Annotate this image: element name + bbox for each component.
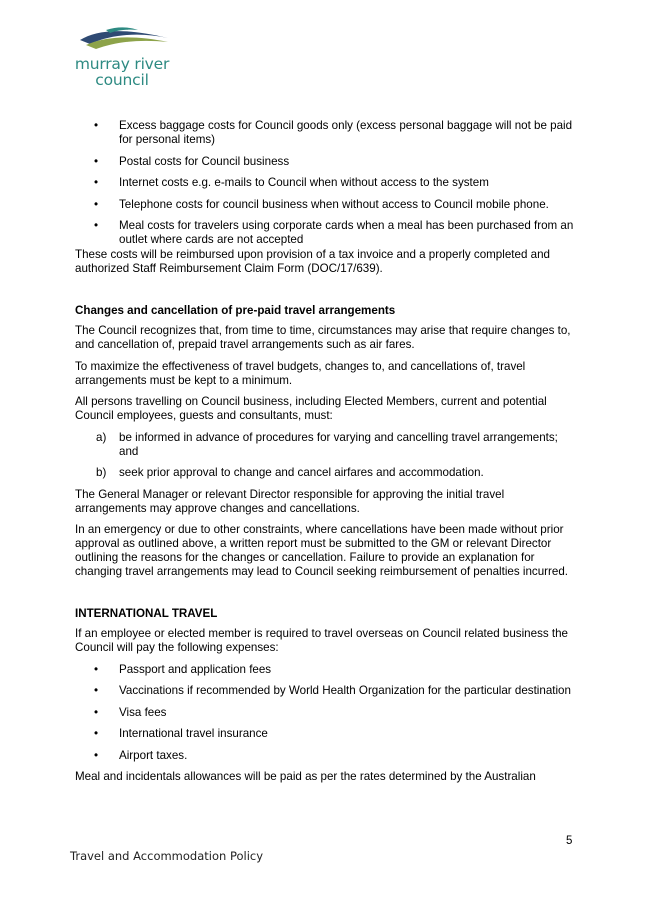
list-item: • International travel insurance [94, 727, 268, 740]
bullet-icon: • [94, 662, 99, 676]
river-logo-icon [78, 26, 170, 56]
list-item: • Visa fees [94, 705, 167, 719]
bullet-icon: • [94, 727, 99, 740]
list-item: • Telephone costs for council business when without access to Council mobile phone. [94, 197, 549, 211]
list-item: b) seek prior approval to change and cancel airfares and accommodation. [96, 466, 484, 479]
list-item: • Vaccinations if recommended by World Health Organization for the particular destination [94, 684, 571, 697]
list-item: • Airport taxes. [94, 748, 188, 762]
logo-name: murray river [74, 55, 170, 73]
bullet-icon: • [94, 119, 99, 132]
document-body [75, 119, 575, 792]
council-logo [64, 26, 180, 96]
paragraph: Meal and incidentals allowances will be paid as per the rates determined by the Australian [75, 770, 536, 783]
bullet-icon: • [94, 684, 99, 697]
bullet-icon: • [94, 197, 99, 211]
reimbursement-paragraph: These costs will be reimbursed upon provision of a tax invoice and a properly completed and authorized Staff Reimbursement Claim Form (DOC/17/639). [75, 248, 550, 275]
bullet-icon: • [94, 705, 99, 719]
list-item: • Excess baggage costs for Council goods only (excess personal baggage will not be paid for personal items) [94, 119, 573, 146]
paragraph: If an employee or elected member is required to travel overseas on Council related business the Council will pay the following expenses: [75, 627, 568, 654]
bullet-icon: • [94, 176, 99, 189]
paragraph: In an emergency or due to other constraints, where cancellations have been made without prior approval as outlined above, a written report must be submitted to the GM or relevant Director outlining the reasons for the changes or cancellation. Failure to provide an explanation for changing travel arrangements may lead to Council seeking reimbursement of penalties incurred. [75, 523, 568, 578]
bullet-icon: • [94, 154, 99, 168]
page-number: 5 [566, 835, 573, 847]
list-marker: a) [96, 430, 107, 444]
logo-council: council [95, 71, 149, 89]
footer-title: Travel and Accommodation Policy [70, 849, 264, 863]
list-item: a) be informed in advance of procedures for varying and cancelling travel arrangements; and [96, 430, 558, 458]
paragraph: The General Manager or relevant Director responsible for approving the initial travel arrangements may approve changes and cancellations. [75, 487, 505, 515]
list-item: • Passport and application fees [94, 662, 272, 676]
list-item: • Postal costs for Council business [94, 154, 290, 168]
list-marker: b) [96, 466, 107, 479]
section-heading-international: INTERNATIONAL TRAVEL [75, 606, 218, 620]
list-item: • Internet costs e.g. e-mails to Council when without access to the system [94, 176, 489, 189]
bullet-icon: • [94, 219, 99, 232]
bullet-icon: • [94, 748, 99, 762]
paragraph: To maximize the effectiveness of travel budgets, changes to, and cancellations of, travel arrangements must be kept to a minimum. [75, 359, 526, 387]
paragraph: All persons travelling on Council business, including Elected Members, current and potential Council employees, guests and consultants, must: [75, 395, 547, 422]
section-heading-changes: Changes and cancellation of pre-paid travel arrangements [75, 303, 396, 317]
paragraph: The Council recognizes that, from time to time, circumstances may arise that require changes to, and cancellation of, prepaid travel arrangements such as air fares. [75, 324, 571, 351]
list-item: • Meal costs for travelers using corporate cards when a meal has been purchased from an outlet where cards are not accepted [94, 219, 574, 246]
